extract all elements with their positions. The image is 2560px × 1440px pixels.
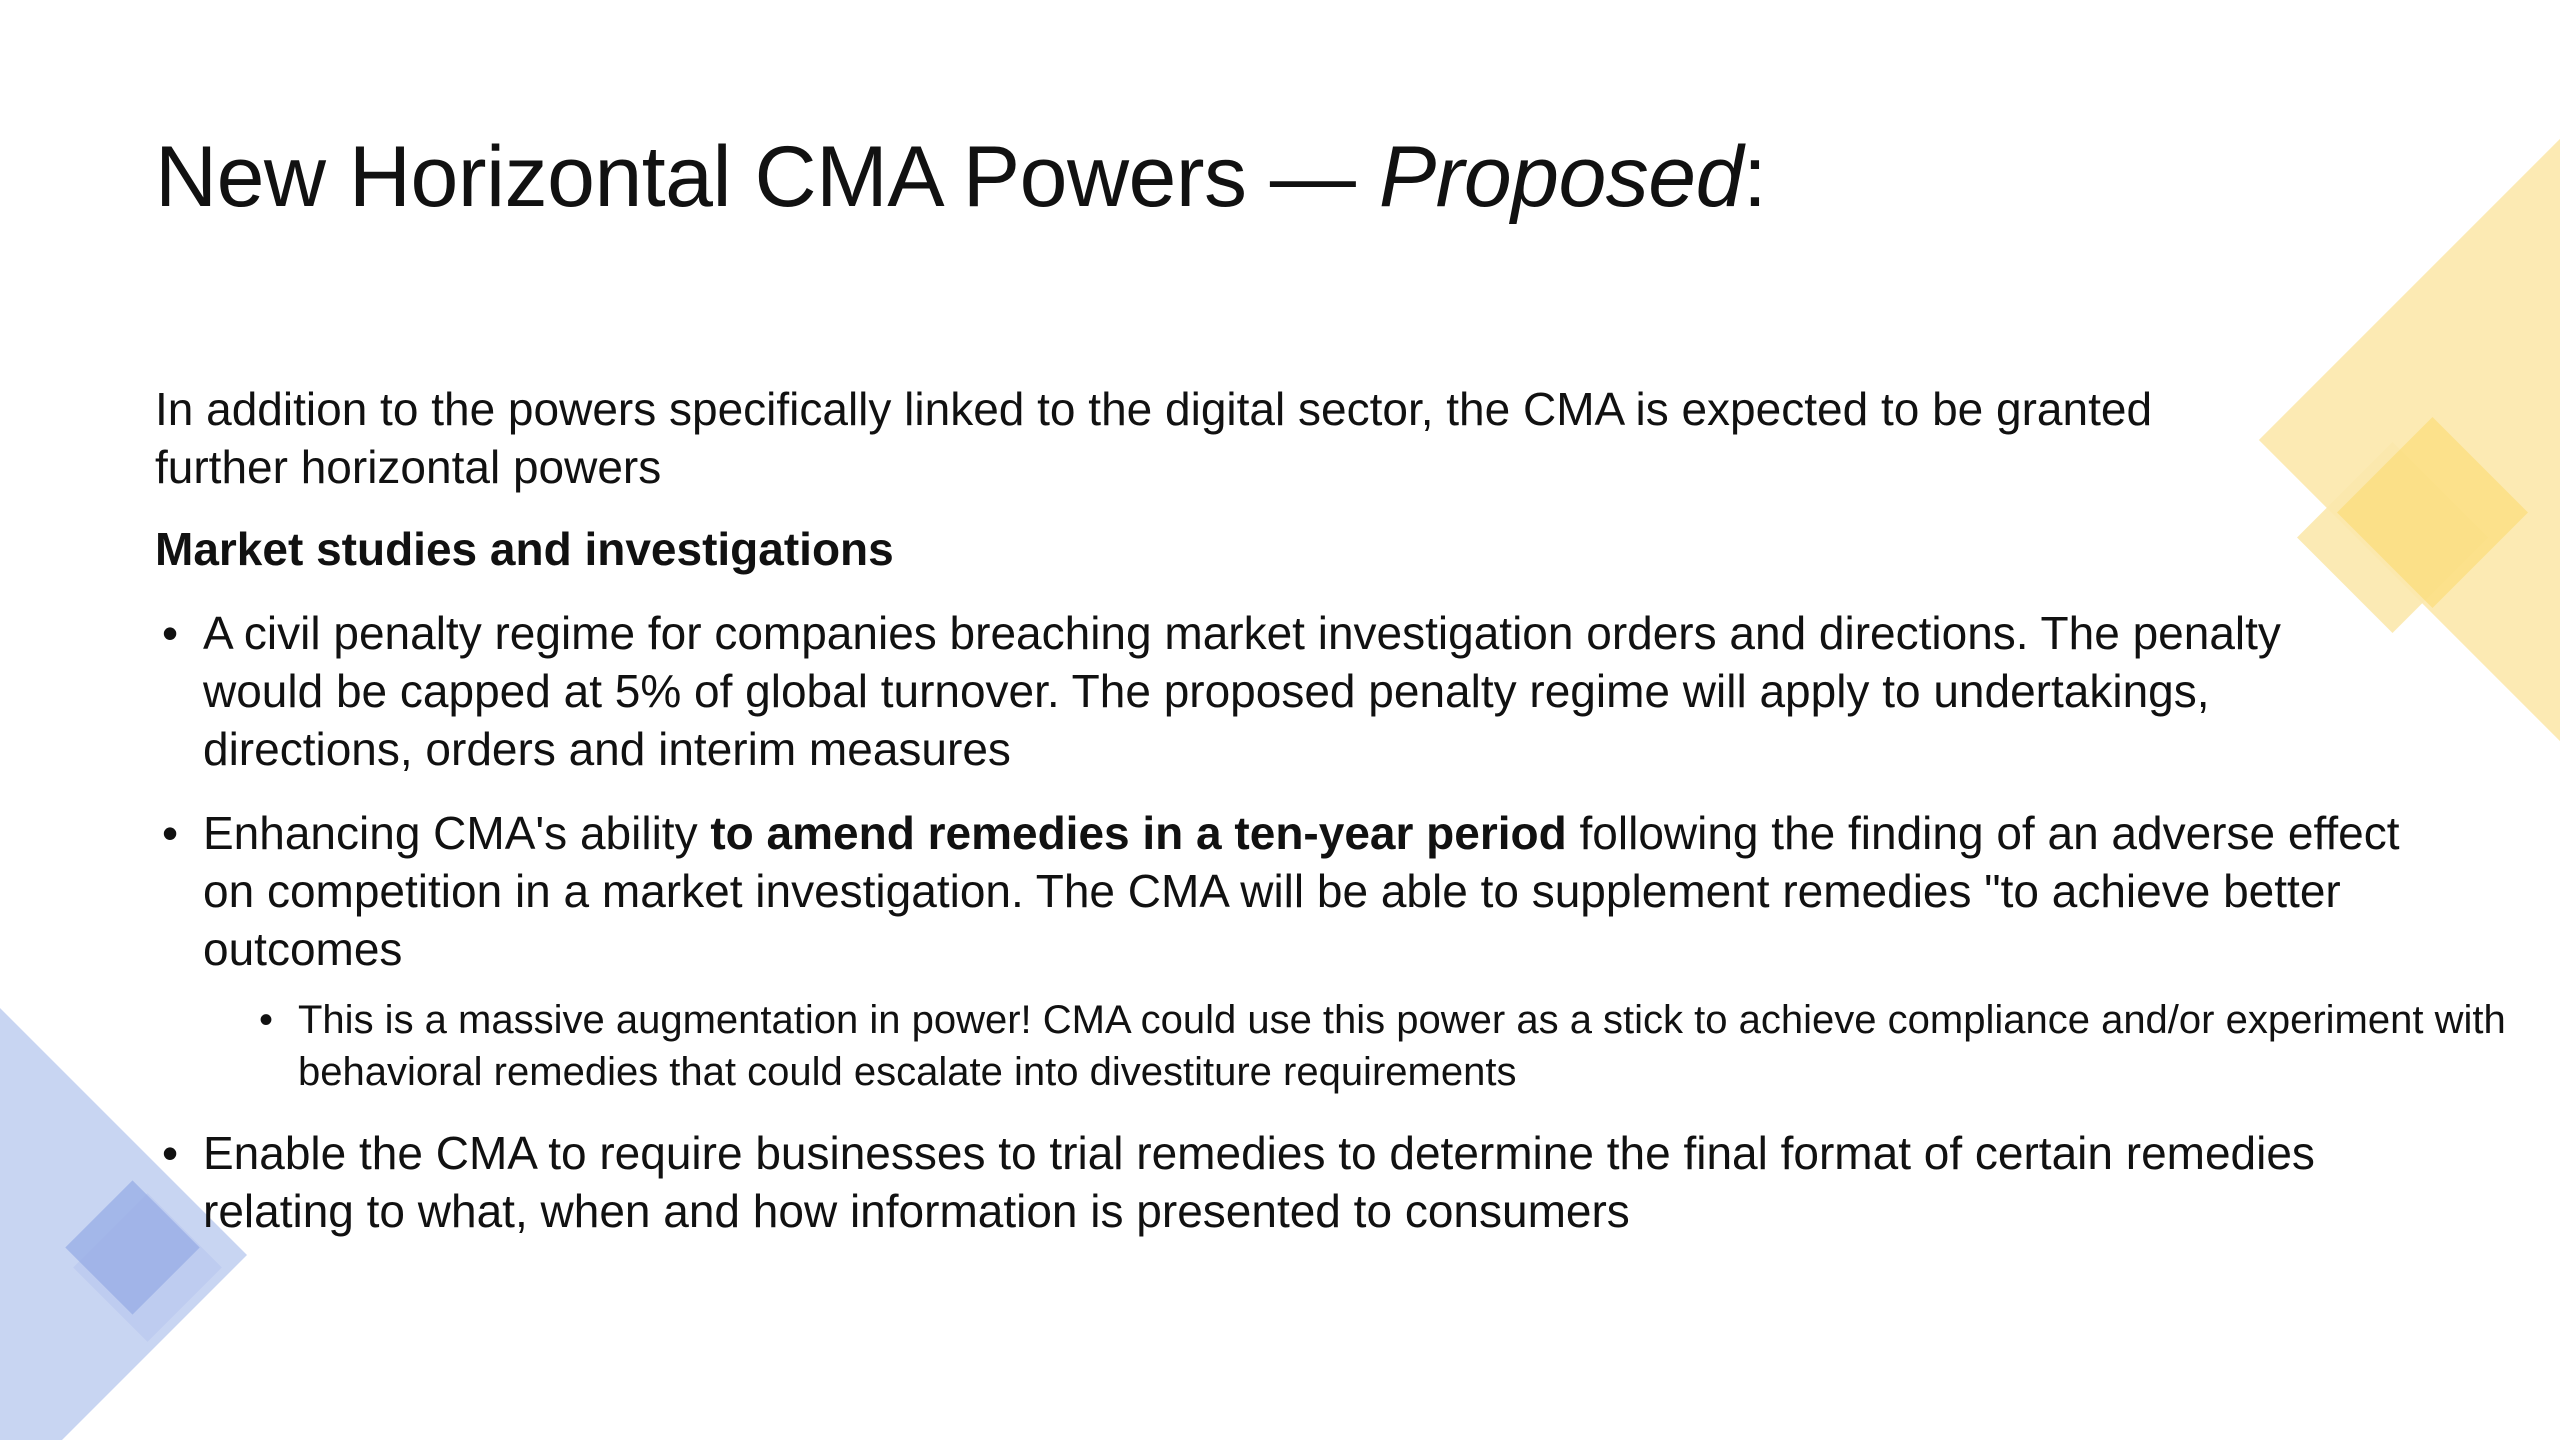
list-item-text: Enhancing CMA's ability xyxy=(203,807,711,859)
list-item xyxy=(155,1124,2353,1240)
bullet-icon: • xyxy=(161,607,179,659)
bullet-list xyxy=(155,604,2506,1240)
list-item-text: A civil penalty regime for companies breaching market investigation orders and directions. The penalty would be capped at 5% of global turnover. The proposed penalty regime will apply to undertakings, directions, orders and interim measures xyxy=(203,607,2281,775)
slide-title xyxy=(155,128,1766,227)
section-subheading: Market studies and investigations xyxy=(155,523,894,575)
intro-paragraph: In addition to the powers specifically linked to the digital sector, the CMA is expected to be granted further horizontal powers xyxy=(155,383,2153,493)
list-item xyxy=(155,604,2353,778)
list-item-text: Enable the CMA to require businesses to trial remedies to determine the final format of certain remedies relating to what, when and how information is presented to consumers xyxy=(203,1127,2315,1237)
bullet-icon: • xyxy=(161,807,179,859)
sub-list-item-text: This is a massive augmentation in power! CMA could use this power as a stick to achieve compliance and/or experiment with behavioral remedies that could escalate into divestiture requirements xyxy=(298,998,2506,1094)
title-suffix: : xyxy=(1742,129,1767,225)
bullet-icon: • xyxy=(161,1127,179,1179)
title-emphasis: Proposed xyxy=(1378,129,1743,225)
sub-list-item xyxy=(203,994,2548,1098)
list-item-bold-text: to amend remedies in a ten-year period xyxy=(710,807,1567,859)
bullet-icon: • xyxy=(258,998,273,1042)
list-item xyxy=(155,804,2506,1098)
list-item-text-continued: following the finding of an adverse effect on competition in a market investigation. The CMA will be able to supplement remedies "to achieve better outcomes xyxy=(203,807,2400,975)
slide-body xyxy=(155,380,2506,1266)
sub-bullet-list xyxy=(203,994,2506,1098)
title-main: New Horizontal CMA Powers — xyxy=(155,129,1379,225)
